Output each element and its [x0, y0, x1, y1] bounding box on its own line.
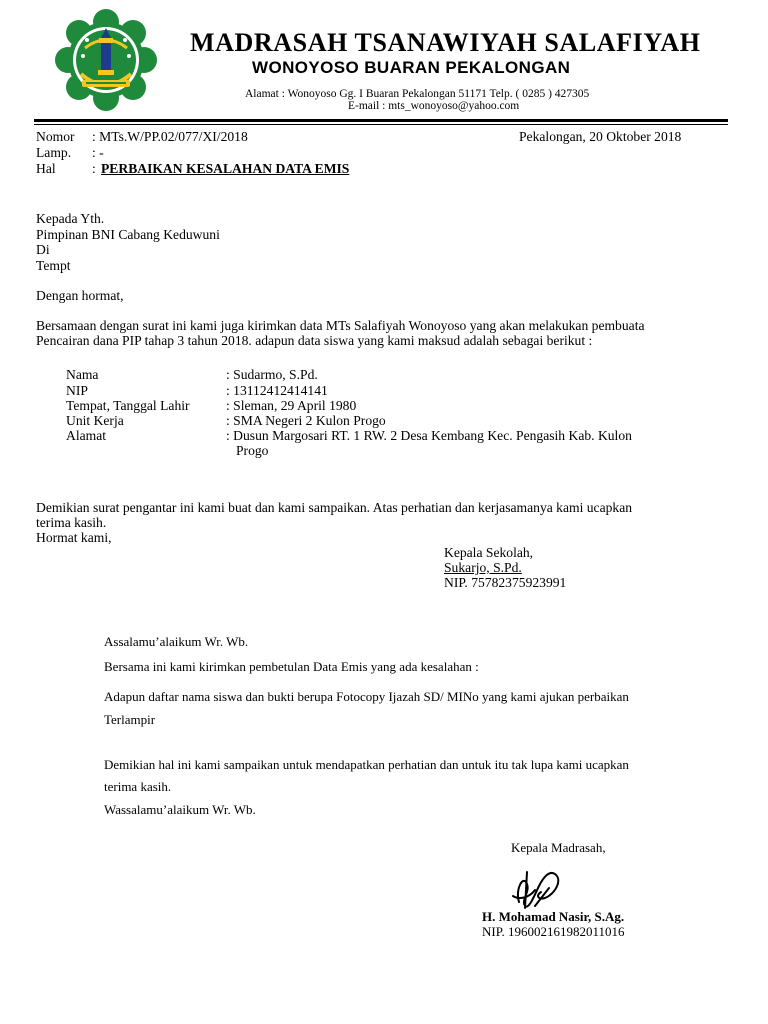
closing-paragraph: Demikian surat pengantar ini kami buat dan kami sampaikan. Atas perhatian dan kerjasamanya kami ucapkan: [36, 500, 633, 515]
school-address: Alamat : Wonoyoso Gg. I Buaran Pekalongan 51171 Telp. ( 0285 ) 427305: [245, 88, 590, 100]
field-value: : SMA Negeri 2 Kulon Progo: [226, 413, 386, 428]
recipient-line: Pimpinan BNI Cabang Keduwuni: [36, 227, 220, 242]
body-paragraph: Pencairan dana PIP tahap 3 tahun 2018. adapun data siswa yang kami maksud adalah sebagai berikut :: [36, 333, 593, 348]
greeting: Dengan hormat,: [36, 288, 124, 303]
nomor-value: : MTs.W/PP.02/077/XI/2018: [92, 129, 248, 144]
hal-label: Hal: [36, 161, 56, 176]
field-label: Unit Kerja: [66, 413, 124, 428]
hal-colon: :: [92, 161, 96, 176]
recipient-line: Di: [36, 242, 50, 257]
lamp-value: : -: [92, 145, 104, 160]
subject: PERBAIKAN KESALAHAN DATA EMIS: [101, 161, 350, 176]
wassalam: Wassalamu’alaikum Wr. Wb.: [104, 802, 256, 817]
salam: Assalamu’alaikum Wr. Wb.: [104, 634, 249, 649]
kepsek-nip: NIP. 75782375923991: [444, 575, 567, 590]
school-name: MADRASAH TSANAWIYAH SALAFIYAH: [190, 28, 701, 57]
recipient-line: Kepada Yth.: [36, 211, 105, 226]
field-value: : Sleman, 29 April 1980: [226, 398, 357, 413]
kepala-nip: NIP. 196002161982011016: [482, 924, 625, 939]
school-email: E-mail : mts_wonoyoso@yahoo.com: [348, 100, 520, 112]
field-value: : Dusun Margosari RT. 1 RW. 2 Desa Kembang Kec. Pengasih Kab. Kulon: [226, 428, 632, 443]
second-line: Bersama ini kami kirimkan pembetulan Data Emis yang ada kesalahan :: [104, 659, 479, 674]
madrasah-logo: [55, 8, 157, 112]
field-value: : 13112412414141: [226, 383, 328, 398]
second-line: Adapun daftar nama siswa dan bukti berupa Fotocopy Ijazah SD/ MINo yang kami ajukan perbaikan: [104, 689, 629, 704]
field-value: : Sudarmo, S.Pd.: [226, 367, 318, 382]
kepsek-title: Kepala Sekolah,: [444, 545, 534, 560]
nomor-label: Nomor: [36, 129, 75, 144]
field-label: NIP: [66, 383, 88, 398]
recipient-line: Tempt: [36, 258, 71, 273]
field-label: Nama: [66, 367, 99, 382]
closing-paragraph: terima kasih.: [36, 515, 107, 530]
header-rule-thick: [34, 119, 728, 122]
second-line: terima kasih.: [104, 779, 172, 794]
kepsek-name: Sukarjo, S.Pd.: [444, 560, 522, 575]
hormat-kami: Hormat kami,: [36, 530, 112, 545]
kepala-name: H. Mohamad Nasir, S.Ag.: [482, 909, 625, 924]
field-value-cont: Progo: [236, 443, 269, 458]
field-label: Tempat, Tanggal Lahir: [66, 398, 190, 413]
body-paragraph: Bersamaan dengan surat ini kami juga kirimkan data MTs Salafiyah Wonoyoso yang akan melakukan pembuata: [36, 318, 645, 333]
place-date: Pekalongan, 20 Oktober 2018: [519, 129, 682, 144]
school-location: WONOYOSO BUARAN PEKALONGAN: [252, 58, 571, 77]
lamp-label: Lamp.: [36, 145, 72, 160]
signature: [505, 860, 585, 915]
header-rule-thin: [34, 124, 728, 125]
second-line: Demikian hal ini kami sampaikan untuk mendapatkan perhatian dan untuk itu tak lupa kami ucapkan: [104, 757, 629, 772]
second-line: Terlampir: [104, 712, 156, 727]
field-label: Alamat: [66, 428, 107, 443]
kepala-title: Kepala Madrasah,: [511, 840, 606, 855]
